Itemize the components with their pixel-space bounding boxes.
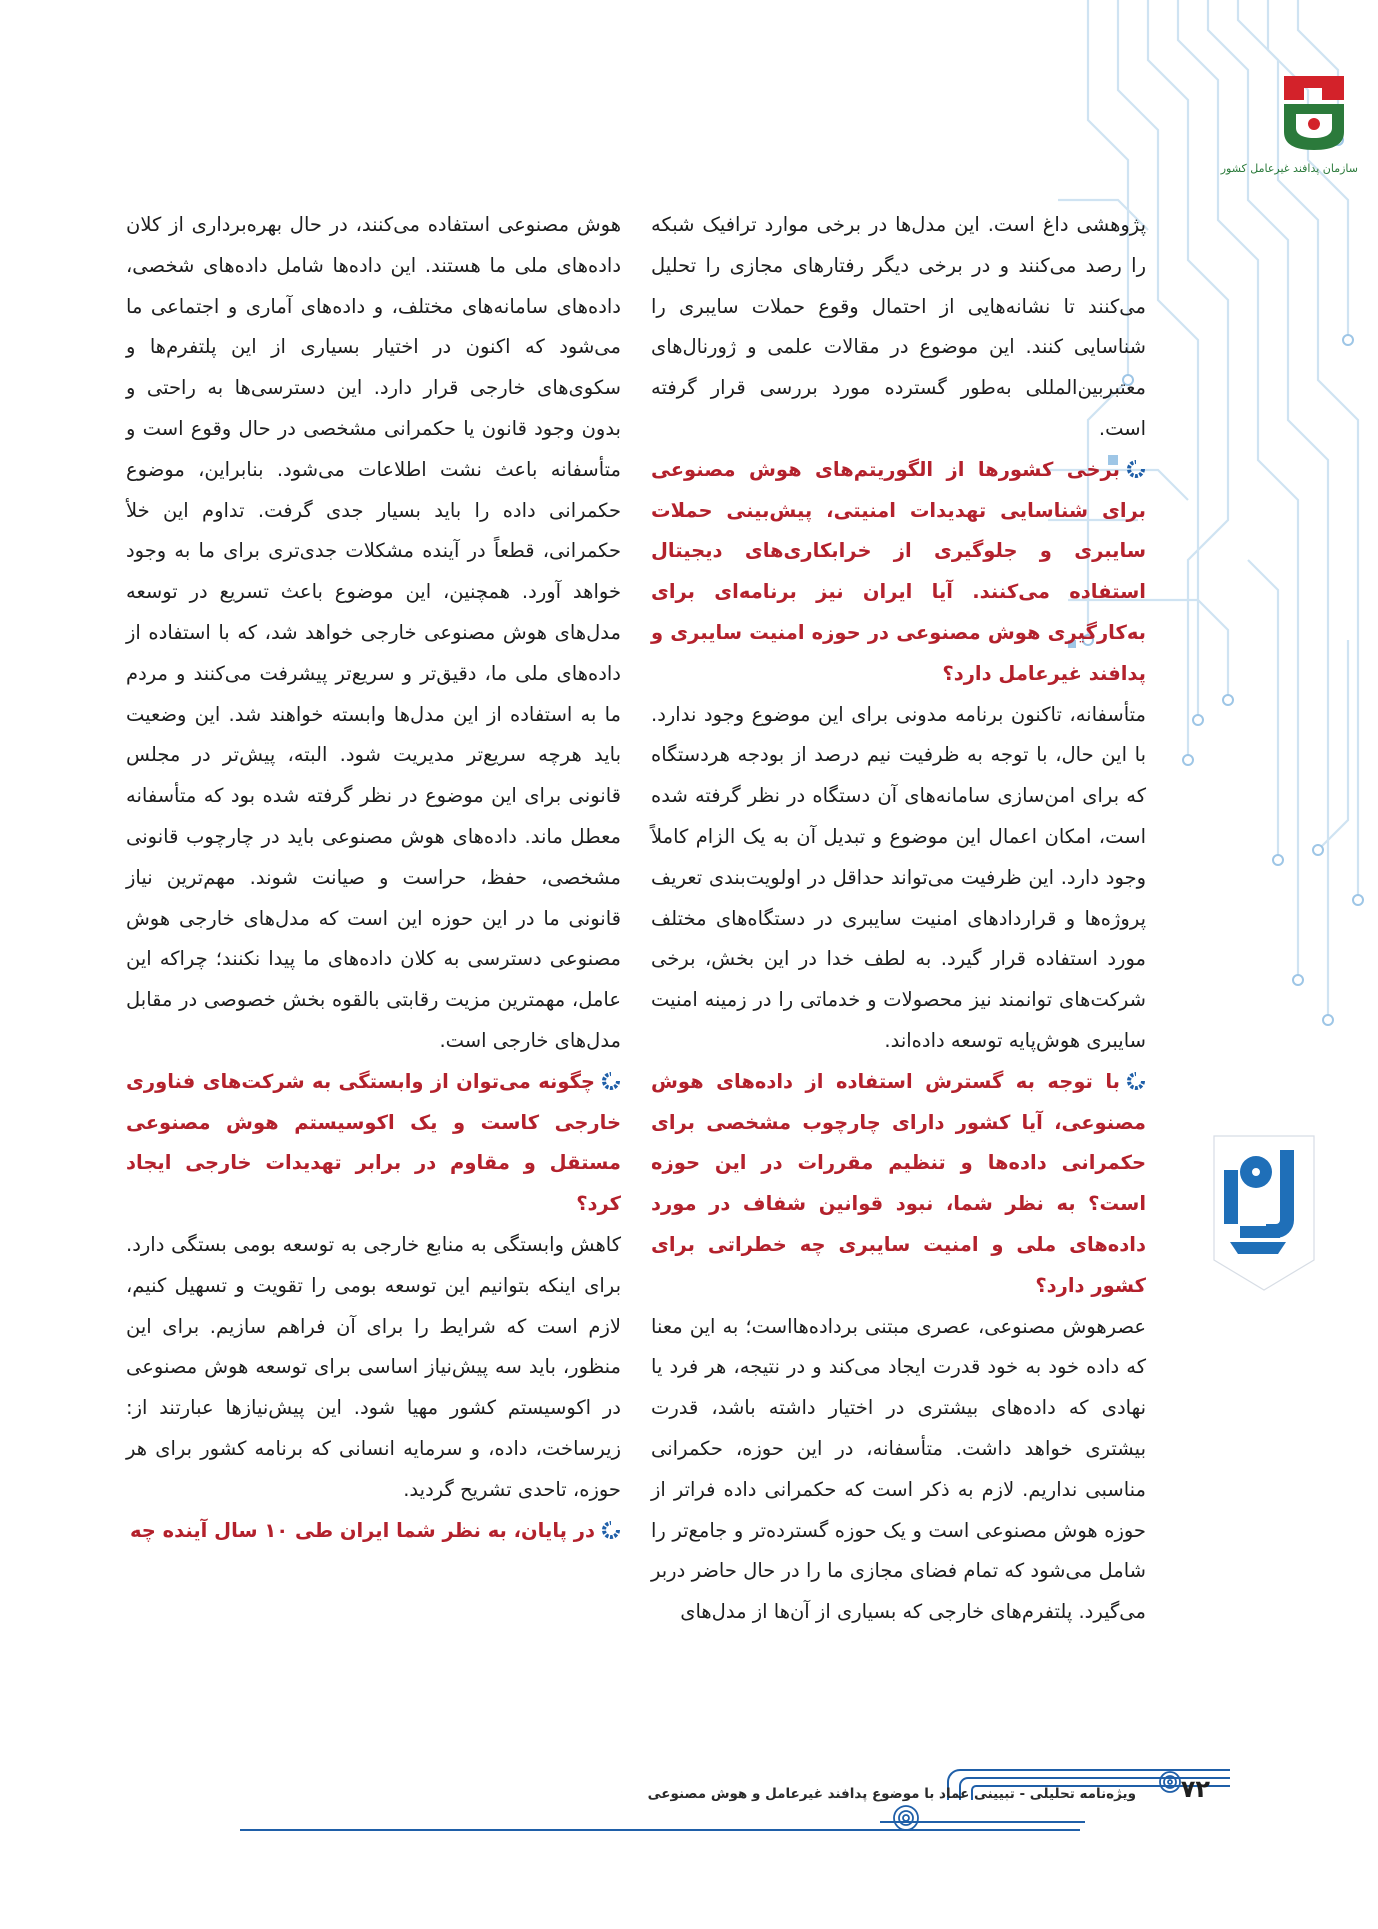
question-bullet-icon — [1126, 1071, 1146, 1091]
column-left — [126, 205, 621, 1551]
organization-logo — [1220, 70, 1358, 190]
question-heading: با توجه به گسترش استفاده از داده‌های هوش مصنوعی، آیا کشور دارای چارچوب مشخصی برای حکمرانی داده‌ها و تنظیم مقررات در این حوزه است؟ به نظر شما، نبود قوانین شفاف در مورد داده‌های ملی و امنیت سایبری چه خطراتی برای کشور دارد؟ — [651, 1069, 1146, 1297]
organization-emblem-icon — [1276, 70, 1352, 154]
question-bullet-icon — [601, 1071, 621, 1091]
question-heading: چگونه می‌توان از وابستگی به شرکت‌های فناوری خارجی کاست و یک اکوسیستم هوش مصنوعی مستقل و مقاوم در برابر تهدیدات خارجی ایجاد کرد؟ — [126, 1069, 621, 1216]
emad-logo — [1210, 1130, 1318, 1295]
organization-caption: سازمان پدافند غیرعامل کشور — [1220, 162, 1358, 175]
question-bullet-icon — [601, 1520, 621, 1540]
footer-caption: ویژه‌نامه تحلیلی - تبیینی عماد با موضوع پدافند غیرعامل و هوش مصنوعی — [647, 1786, 1136, 1802]
paragraph: متأسفانه، تاکنون برنامه مدونی برای این موضوع وجود ندارد. با این حال، با توجه به ظرفیت نیم درصد از بودجه هردستگاه که برای امن‌سازی سامانه‌های آن دستگاه در نظر گرفته شده است، امکان اعمال این موضوع و تبدیل آن به یک الزام کاملاً وجود دارد. این ظرفیت می‌تواند حداقل در اولویت‌بندی تعریف پروژه‌ها و قراردادهای امنیت سایبری در دستگاه‌های مختلف مورد استفاده قرار گیرد. به لطف خدا در این بخش، برخی شرکت‌های توانمند نیز محصولات و خدماتی را در زمینه امنیت سایبری هوش‌پایه توسعه داده‌اند. — [651, 702, 1146, 1052]
question-heading: برخی کشورها از الگوریتم‌های هوش مصنوعی برای شناسایی تهدیدات امنیتی، پیش‌بینی حملات سایبری و جلوگیری از خرابکاری‌های دیجیتال استفاده می‌کنند. آیا ایران نیز برنامه‌ای برای به‌کارگیری هوش مصنوعی در حوزه امنیت سایبری و پدافند غیرعامل دارد؟ — [651, 457, 1146, 685]
paragraph: کاهش وابستگی به منابع خارجی به توسعه بومی بستگی دارد. برای اینکه بتوانیم این توسعه بومی را تقویت و تسهیل کنیم، لازم است که شرایط را برای آن فراهم سازیم. برای این منظور، باید سه پیش‌نیاز اساسی برای توسعه هوش مصنوعی در اکوسیستم کشور مهیا شود. این پیش‌نیازها عبارتند از: زیرساخت، داده، و سرمایه انسانی که برنامه کشور برای هر حوزه، تاحدی تشریح گردید. — [126, 1232, 621, 1501]
paragraph: پژوهشی داغ است. این مدل‌ها در برخی موارد ترافیک شبکه را رصد می‌کنند و در برخی دیگر رفتارهای مجازی را تحلیل می‌کنند تا نشانه‌هایی از احتمال وقوع حملات سایبری را شناسایی کنند. این موضوع در مقالات علمی و ژورنال‌های معتبربین‌المللی به‌طور گسترده مورد بررسی قرار گرفته است. — [651, 213, 1146, 440]
question-bullet-icon — [1126, 459, 1146, 479]
column-right — [651, 205, 1146, 1633]
question-heading: در پایان، به نظر شما ایران طی ۱۰ سال آینده چه — [126, 1511, 621, 1552]
paragraph: عصرهوش مصنوعی، عصری مبتنی برداده‌هااست؛ به این معنا که داده خود به خود قدرت ایجاد می‌کند و در نتیجه، هر فرد یا نهادی که داده‌های بیشتری در اختیار داشته باشد، قدرت بیشتری خواهد داشت. متأسفانه، در این حوزه، حکمرانی مناسبی نداریم. لازم به ذکر است که حکمرانی داده فراتر از حوزه هوش مصنوعی است و یک حوزه گسترده‌تر و جامع‌تر را شامل می‌شود که تمام فضای مجازی ما را در حال حاضر دربر می‌گیرد. پلتفرم‌های خارجی که بسیاری از آن‌ها از مدل‌های — [651, 1314, 1146, 1624]
paragraph: هوش مصنوعی استفاده می‌کنند، در حال بهره‌برداری از کلان داده‌های ملی ما هستند. این داده‌ها شامل داده‌های شخصی، داده‌های سامانه‌های مختلف، و داده‌های آماری و اجتماعی ما می‌شود که اکنون در اختیار بسیاری از این پلتفرم‌ها و سکوی‌های خارجی قرار دارد. این دسترسی‌ها به راحتی و بدون وجود قانون یا حکمرانی مشخصی در حال وقوع است و متأسفانه باعث نشت اطلاعات می‌شود. بنابراین، موضوع حکمرانی داده را باید بسیار جدی گرفت. تداوم این خلأ حکمرانی، قطعاً در آینده مشکلات جدی‌تری برای ما به وجود خواهد آورد. همچنین، این موضوع باعث تسریع در توسعه مدل‌های هوش مصنوعی خارجی خواهد شد، که با استفاده از داده‌های ملی ما، دقیق‌تر و سریع‌تر پیشرفت می‌کنند و مردم ما به استفاده از این مدل‌ها وابسته خواهند شد. این وضعیت باید هرچه سریع‌تر مدیریت شود. البته، پیش‌تر در مجلس قانونی برای این موضوع در نظر گرفته شده بود که متأسفانه معطل ماند. داده‌های هوش مصنوعی باید در چارچوب قانونی مشخصی، حفظ، حراست و صیانت شوند. مهم‌ترین نیاز قانونی ما در این حوزه این است که مدل‌های خارجی هوش مصنوعی دسترسی به کلان داده‌های ما پیدا نکنند؛ چراکه این عامل، مهمترین مزیت رقابتی بالقوه بخش خصوصی در مقابل مدل‌های خارجی است. — [126, 213, 621, 1052]
page-number: ۷۲ — [1180, 1775, 1210, 1803]
